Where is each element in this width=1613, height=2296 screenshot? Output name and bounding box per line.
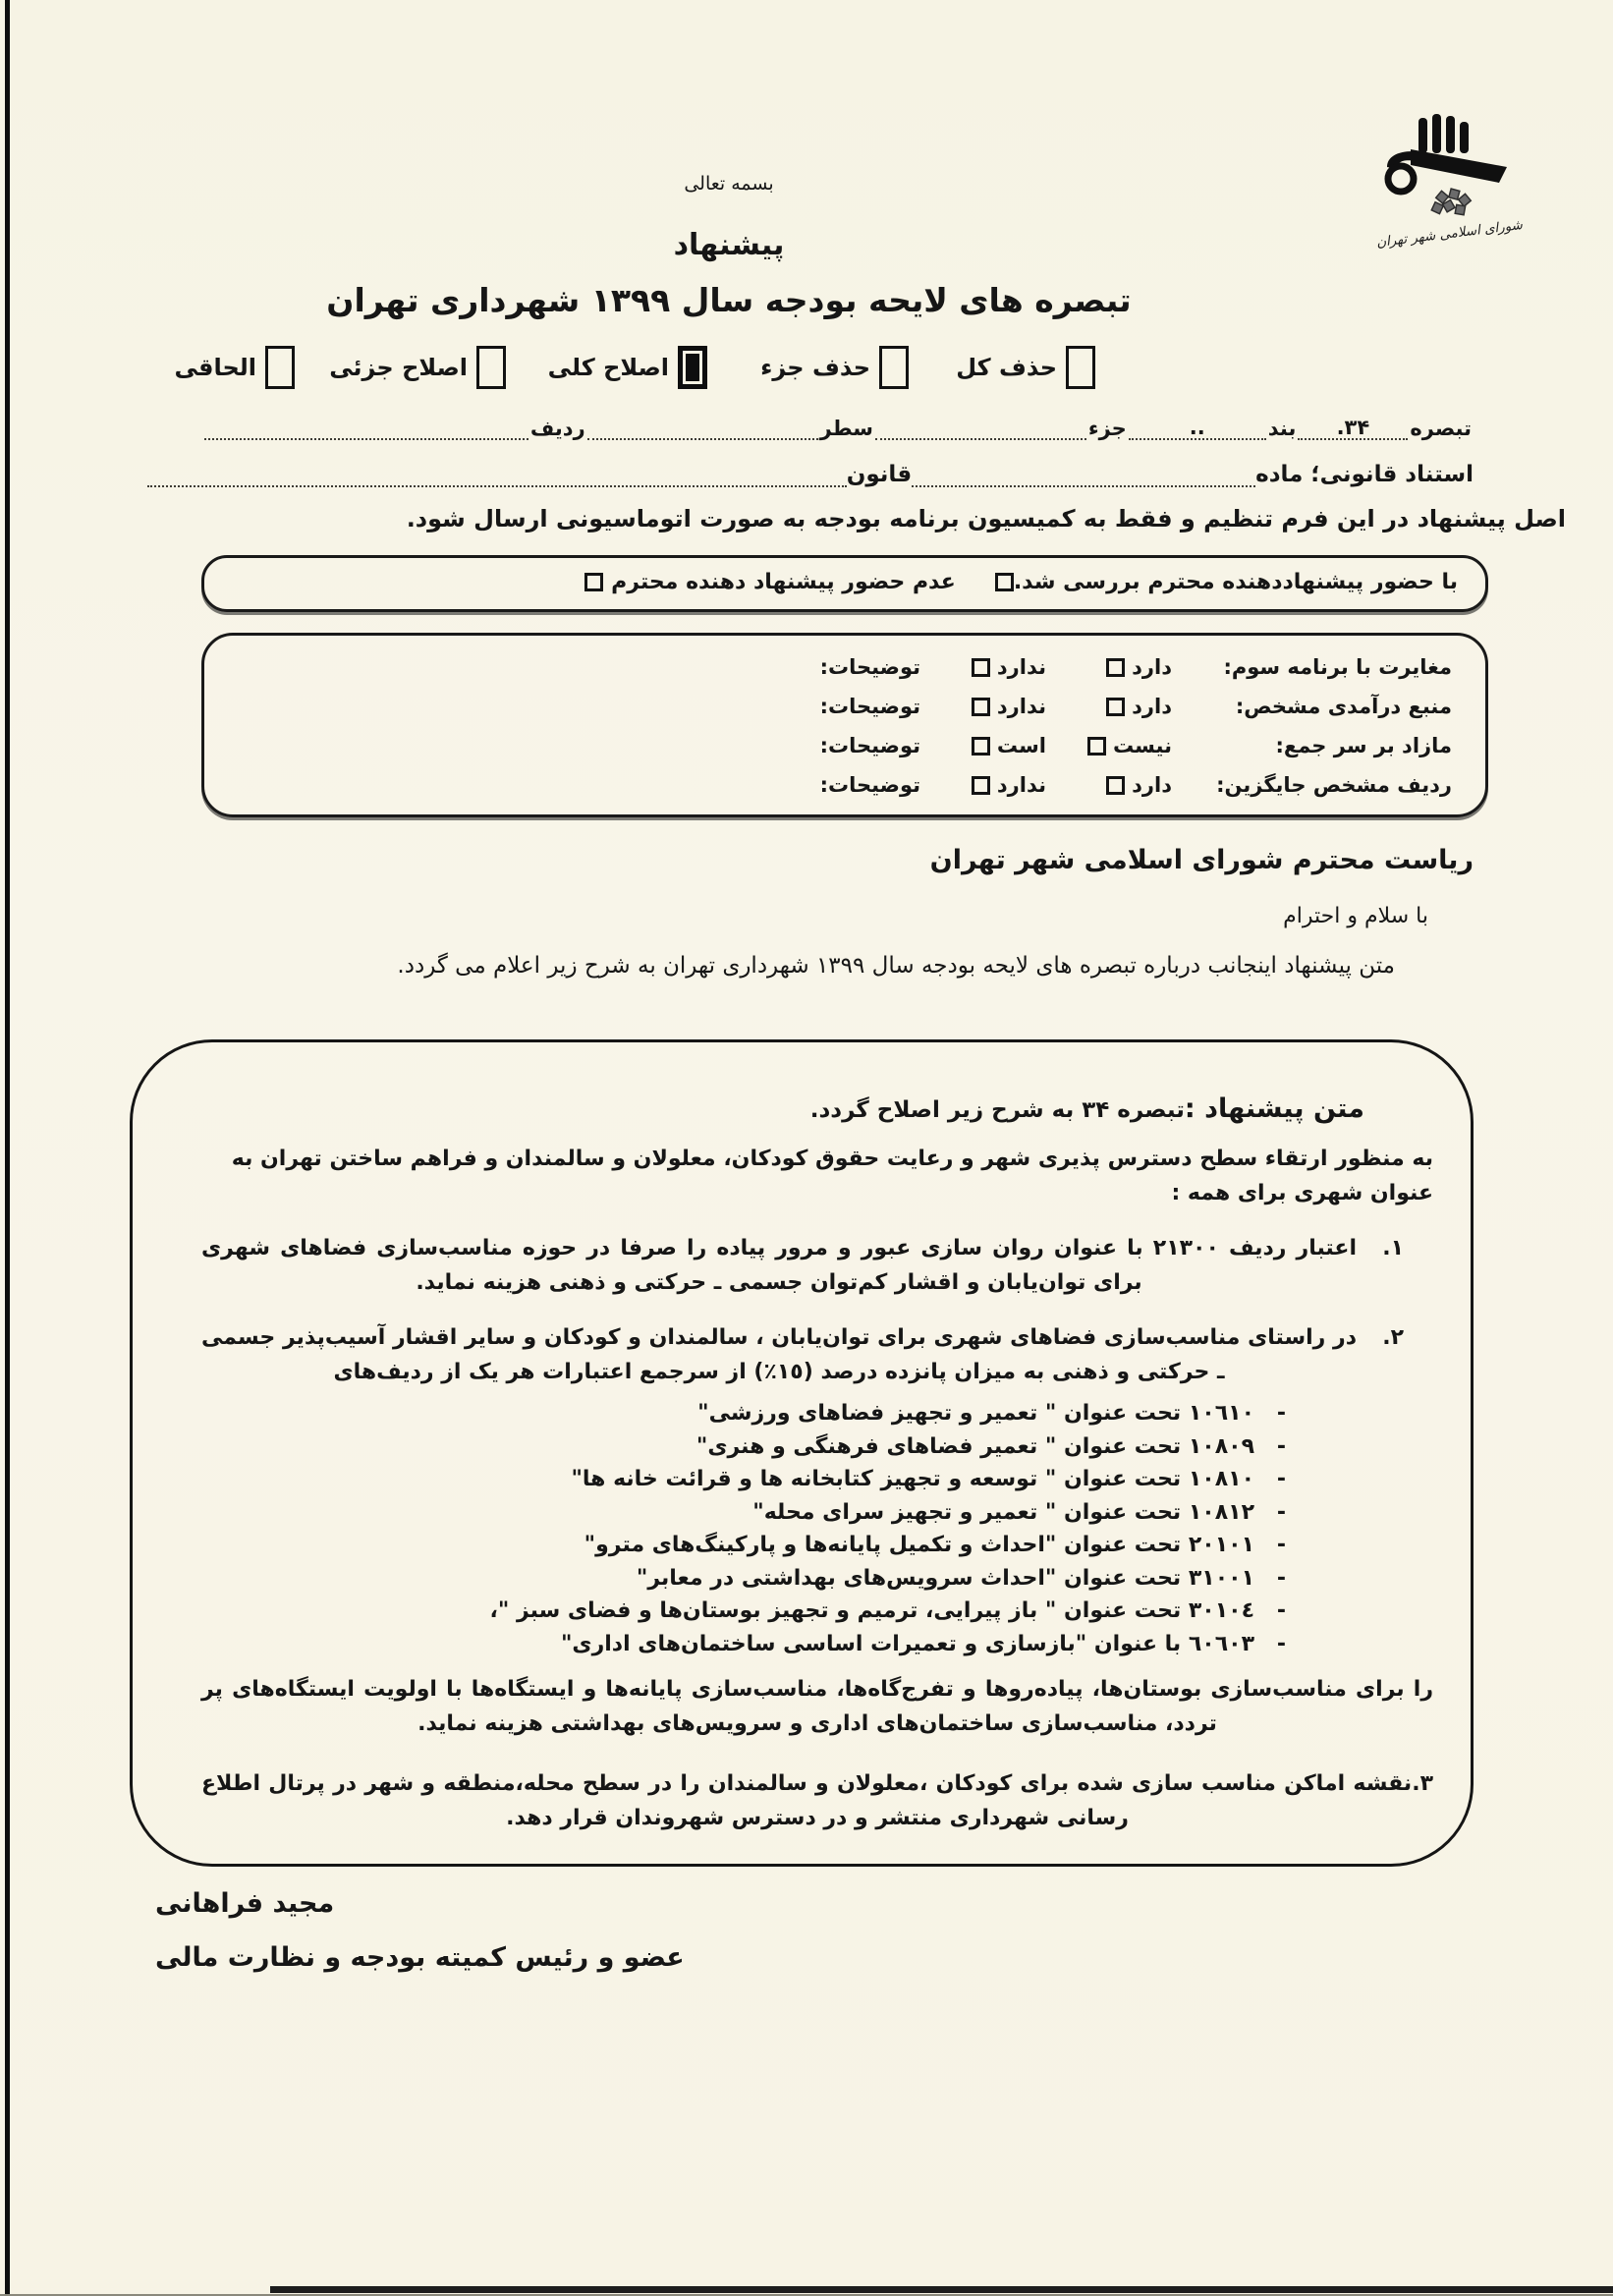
dash-bullet: - [1276,1467,1286,1491]
review-box [201,555,1488,612]
option1-checkbox[interactable] [1106,776,1125,795]
checkbox-label: حذف جزء [760,354,870,381]
tabsareh-blank[interactable]: ۳۴. [1298,413,1408,440]
checkbox-label: حذف کل [956,354,1057,381]
signature-name: مجید فراهانی [155,1888,335,1919]
budget-row-text: ۱۰۸۱۲ تحت عنوان " تعمیر و تجهیز سرای محله" [752,1499,1254,1525]
dash-bullet: - [1276,1598,1286,1623]
checkbox-item-delete-all[interactable] [956,346,1095,389]
dash-bullet: - [1276,1401,1286,1426]
proposal-continuation: را برای مناسب‌سازی بوستان‌ها، پیاده‌روها و تفرج‌گاه‌ها، مناسب‌سازی پایانه‌ها و ایستگاه‌ها با اولویت ایستگاه‌های پر تردد، مناسب‌سازی ساختمان‌های اداری و سرویس‌های بهداشتی هزینه نماید. [201,1677,1433,1736]
option1-checkbox[interactable] [1106,658,1125,677]
budget-row-text: ٦۰٦۰۳ با عنوان "بازسازی و تعمیرات اساسی ساختمان‌های اداری" [560,1631,1254,1656]
presence-checkbox[interactable] [995,573,1014,591]
budget-row [201,1628,1286,1661]
proposal-item-1 [201,1231,1404,1300]
criteria-row-replacement-line [204,765,1485,805]
criteria-row-program-conflict [204,647,1485,687]
criteria-box [201,633,1488,817]
budget-row [201,1430,1286,1464]
signature-block [155,1888,705,1973]
dash-bullet: - [1276,1499,1286,1525]
greeting-line: با سلام و احترام [1283,904,1428,928]
option1-checkbox[interactable] [1106,698,1125,716]
general-amendment-checkbox[interactable] [678,346,707,389]
joz-blank[interactable] [875,413,1086,440]
form-subtitle: تبصره های لایحه بودجه سال ۱۳۹۹ شهرداری تهران [326,281,1132,319]
criteria-label: منبع درآمدی مشخص: [1235,695,1452,718]
addressee-line: ریاست محترم شورای اسلامی شهر تهران [929,845,1474,875]
presence-label: با حضور پیشنهاددهنده محترم بررسی شد. [1013,570,1458,594]
criteria-label: ردیف مشخص جایگزین: [1216,773,1452,797]
notes-label: توضیحات: [819,773,920,797]
delete-all-checkbox[interactable] [1066,346,1095,389]
joz-label: جزء [1087,417,1127,440]
criteria-row-income-source [204,687,1485,726]
option-label: دارد [1132,695,1172,718]
satr-blank[interactable] [587,413,818,440]
proposal-heading-label: متن پیشنهاد : [1184,1093,1364,1124]
checkbox-item-partial-amendment[interactable] [329,346,506,389]
legal-basis-label: استناد قانونی؛ ماده [1255,462,1474,487]
partial-amendment-checkbox[interactable] [476,346,506,389]
radif-label: ردیف [529,417,585,440]
notes-label: توضیحات: [819,655,920,679]
proposal-box [130,1039,1474,1867]
budget-row [201,1529,1286,1562]
criteria-label: مغایرت با برنامه سوم: [1223,655,1452,679]
budget-row-text: ۱۰۸۰۹ تحت عنوان " تعمیر فضاهای فرهنگی و هنری" [695,1433,1254,1459]
addendum-checkbox[interactable] [265,346,295,389]
option-label: است [996,734,1046,757]
checkbox-label: الحاقی [174,354,256,381]
tabsareh-label: تبصره [1410,417,1472,440]
checkbox-item-general-amendment[interactable] [548,346,707,389]
intro-line: متن پیشنهاد اینجانب درباره تبصره های لایحه بودجه سال ۱۳۹۹ شهرداری تهران به شرح زیر اعلام می گردد. [397,953,1395,979]
radif-blank[interactable] [204,413,528,440]
absence-label: عدم حضور پیشنهاد دهنده محترم [611,570,956,594]
budget-row [201,1463,1286,1496]
review-line [204,558,1485,607]
budget-row-text: ۳۱۰۰۱ تحت عنوان "احداث سرویس‌های بهداشتی در معابر" [636,1565,1254,1591]
proposal-content [133,1042,1471,1835]
madeh-blank[interactable] [912,462,1255,487]
budget-row [201,1562,1286,1596]
item-number: ۱. [1382,1236,1404,1260]
option2-checkbox[interactable] [972,737,990,756]
delete-part-checkbox[interactable] [879,346,909,389]
budget-rows-list [201,1397,1286,1660]
option2-checkbox[interactable] [972,658,990,677]
proposal-heading [201,1092,1364,1128]
notes-label: توضیحات: [819,734,920,757]
bismillah-text: بسمه تعالی [684,173,774,195]
checkbox-label: اصلاح کلی [547,354,669,381]
band-label: بند [1267,417,1297,440]
checkbox-label: اصلاح جزئی [329,354,468,381]
left-scan-line [5,0,10,2296]
option-label: دارد [1132,773,1172,797]
budget-row-text: ۱۰٦۱۰ تحت عنوان " تعمیر و تجهیز فضاهای ورزشی" [697,1401,1254,1426]
item-text: اعتبار ردیف ۲۱۳۰۰ با عنوان روان سازی عبور و مرور پیاده را صرفا در حوزه مناسب‌سازی فضاهای شهری برای توان‌یابان و اقشار کم‌توان جسمی ـ حرکتی و ذهنی هزینه نماید. [201,1236,1357,1295]
criteria-row-total-surplus [204,726,1485,765]
proposal-item-3: ۳.نقشه اماکن مناسب سازی شده برای کودکان ،معلولان و سالمندان را در سطح محله،منطقه و شهر در پرتال اطلاع رسانی شهرداری منتشر و در دسترس شهروندان قرار دهد. [201,1771,1433,1830]
budget-row-text: ۲۰۱۰۱ تحت عنوان "احداث و تکمیل پایانه‌ها و پارکینگ‌های مترو" [584,1533,1254,1557]
reference-fields-row [204,413,1474,440]
budget-row-text: ۱۰۸۱۰ تحت عنوان " توسعه و تجهیز کتابخانه ها و قرائت خانه ها" [571,1467,1254,1491]
dash-bullet: - [1276,1433,1286,1459]
option2-checkbox[interactable] [972,698,990,716]
budget-row [201,1496,1286,1530]
dash-bullet: - [1276,1631,1286,1656]
band-blank[interactable]: .. [1129,413,1266,440]
budget-row-text: ۳۰۱۰٤ تحت عنوان " باز پیرایی، ترمیم و تجهیز بوستان‌ها و فضای سبز "، [489,1598,1254,1623]
option1-checkbox[interactable] [1087,737,1106,756]
bottom-scan-line [270,2286,1613,2293]
checkbox-item-addendum[interactable] [174,346,295,389]
checkbox-item-delete-part[interactable] [760,346,909,389]
notes-label: توضیحات: [819,695,920,718]
law-label: قانون [846,462,913,487]
proposal-preamble: به منظور ارتقاء سطح دسترس پذیری شهر و رعایت حقوق کودکان، معلولان و سالمندان و فراهم ساختن تهران به عنوان شهری برای همه : [231,1147,1433,1205]
automation-notice: اصل پیشنهاد در این فرم تنظیم و فقط به کمیسیون برنامه بودجه به صورت اتوماسیونی ارسال شود. [406,505,1566,532]
legal-basis-line [147,462,1474,487]
budget-row [201,1595,1286,1628]
budget-row [201,1397,1286,1430]
criteria-label: مازاد بر سر جمع: [1275,734,1452,757]
item-number: ۲. [1382,1325,1404,1350]
logo-caption: شورای اسلامی شهر تهران [1375,216,1524,252]
form-title: پیشنهاد [673,228,785,262]
option-label: ندارد [996,773,1046,797]
option2-checkbox[interactable] [972,776,990,795]
absence-checkbox[interactable] [584,573,603,591]
option-label: ندارد [996,655,1046,679]
option-label: ندارد [996,695,1046,718]
item-text: در راستای مناسب‌سازی فضاهای شهری برای توان‌یابان ، سالمندان و کودکان و سایر اقشار آسیب‌پذیر جسمی ـ حرکتی و ذهنی به میزان پانزده درصد (١٥٪) از سرجمع اعتبارات هر یک از ردیف‌های [201,1325,1357,1384]
proposal-item-2 [201,1320,1404,1389]
proposal-heading-text: تبصره ۳۴ به شرح زیر اصلاح گردد. [809,1097,1185,1123]
law-blank[interactable] [147,462,847,487]
option-label: نیست [1112,734,1172,757]
dash-bullet: - [1276,1565,1286,1591]
signature-title: عضو و رئیس کمیته بودجه و نظارت مالی [155,1942,685,1973]
option-label: دارد [1132,655,1172,679]
dash-bullet: - [1276,1533,1286,1557]
satr-label: سطر [819,417,873,440]
